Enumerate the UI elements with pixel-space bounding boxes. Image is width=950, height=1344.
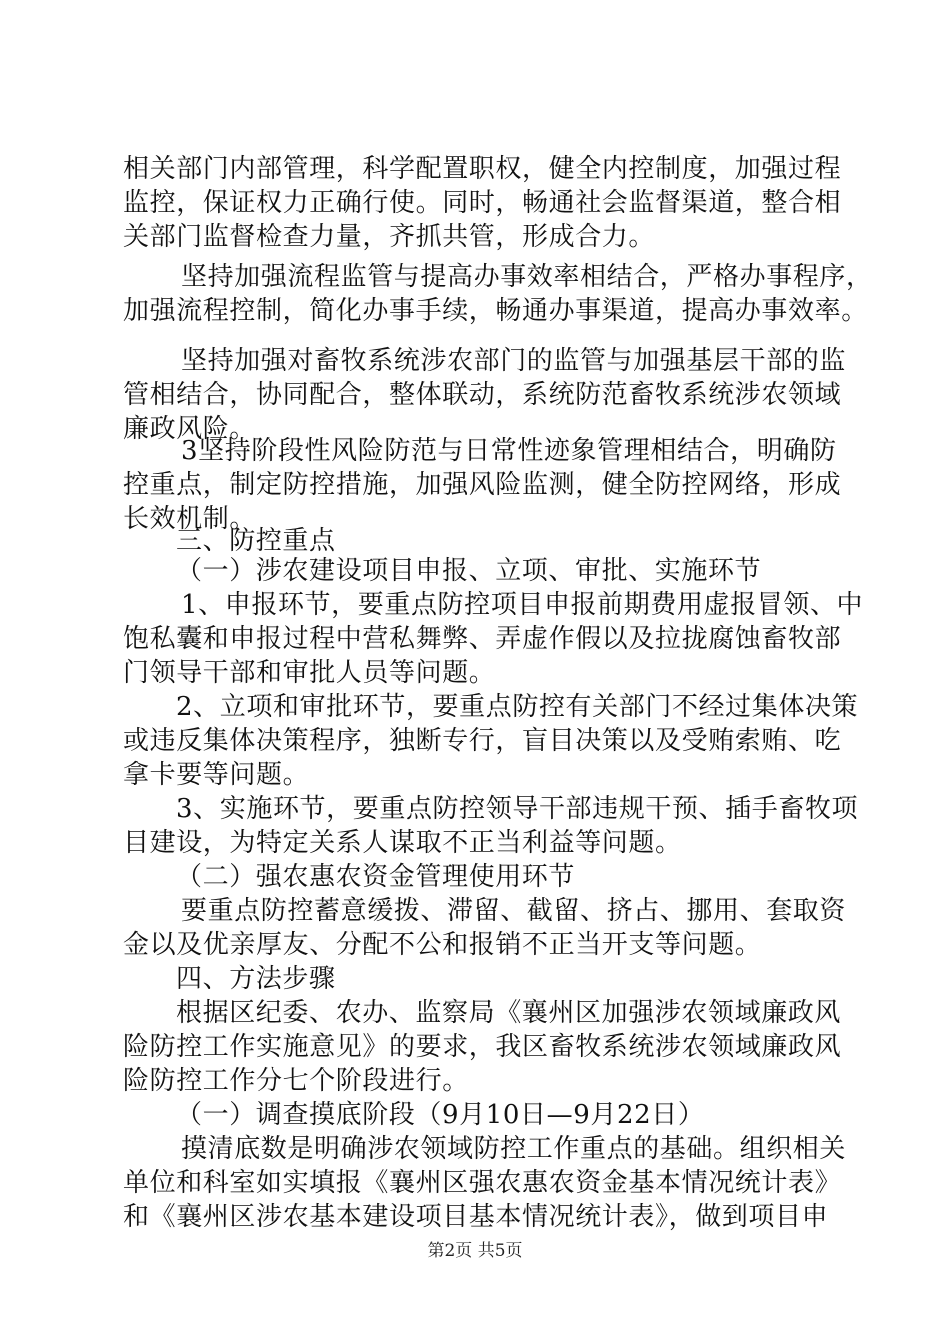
text-line: 险防控工作分七个阶段进行。 — [123, 1066, 469, 1096]
text-line: 根据区纪委、农办、监察局《襄州区加强涉农领域廉政风 — [176, 998, 842, 1028]
page-number-footer: 第2页 共5页 — [427, 1241, 523, 1261]
text-line: 坚持加强流程监管与提高办事效率相结合，严格办事程序， — [181, 262, 873, 292]
text-line: 加强流程控制，简化办事手续，畅通办事渠道，提高办事效率。 — [123, 296, 868, 326]
text-line: 2、立项和审批环节，要重点防控有关部门不经过集体决策 — [176, 692, 859, 722]
text-line: 拿卡要等问题。 — [123, 760, 310, 790]
text-line: 单位和科室如实填报《襄州区强农惠农资金基本情况统计表》 — [123, 1168, 842, 1198]
text-line: 关部门监督检查力量，齐抓共管，形成合力。 — [123, 222, 656, 252]
text-line: 相关部门内部管理，科学配置职权，健全内控制度，加强过程 — [123, 154, 842, 184]
text-line: 监控，保证权力正确行使。同时，畅通社会监督渠道，整合相 — [123, 188, 842, 218]
text-line: 坚持加强对畜牧系统涉农部门的监管与加强基层干部的监 — [181, 346, 847, 376]
text-line: 和《襄州区涉农基本建设项目基本情况统计表》，做到项目申 — [123, 1202, 829, 1232]
text-line: 长效机制。 — [123, 504, 257, 534]
text-line: 险防控工作实施意见》的要求，我区畜牧系统涉农领域廉政风 — [123, 1032, 842, 1062]
text-line: 3、实施环节，要重点防控领导干部违规干预、插手畜牧项 — [176, 794, 859, 824]
text-line: 廉政风险。 — [123, 414, 257, 444]
text-line: 三、防控重点 — [176, 526, 336, 556]
text-line: （一）调查摸底阶段（9月10日—9月22日） — [176, 1100, 705, 1130]
text-line: 饱私囊和申报过程中营私舞弊、弄虚作假以及拉拢腐蚀畜牧部 — [123, 624, 842, 654]
text-line: 四、方法步骤 — [176, 964, 336, 994]
text-line: 1、申报环节，要重点防控项目申报前期费用虚报冒领、中 — [181, 590, 864, 620]
text-line: 或违反集体决策程序，独断专行，盲目决策以及受贿索贿、吃 — [123, 726, 842, 756]
text-line: 门领导干部和审批人员等问题。 — [123, 658, 496, 688]
text-line: （二）强农惠农资金管理使用环节 — [176, 862, 576, 892]
text-line: 金以及优亲厚友、分配不公和报销不正当开支等问题。 — [123, 930, 762, 960]
text-line: 目建设，为特定关系人谋取不正当利益等问题。 — [123, 828, 682, 858]
text-line: 3坚持阶段性风险防范与日常性迹象管理相结合，明确防 — [181, 436, 837, 466]
text-line: 控重点，制定防控措施，加强风险监测，健全防控网络，形成 — [123, 470, 842, 500]
text-line: （一）涉农建设项目申报、立项、审批、实施环节 — [176, 556, 762, 586]
text-line: 要重点防控蓄意缓拨、滞留、截留、挤占、挪用、套取资 — [181, 896, 847, 926]
text-line: 管相结合，协同配合，整体联动，系统防范畜牧系统涉农领域 — [123, 380, 842, 410]
text-line: 摸清底数是明确涉农领域防控工作重点的基础。组织相关 — [181, 1134, 847, 1164]
